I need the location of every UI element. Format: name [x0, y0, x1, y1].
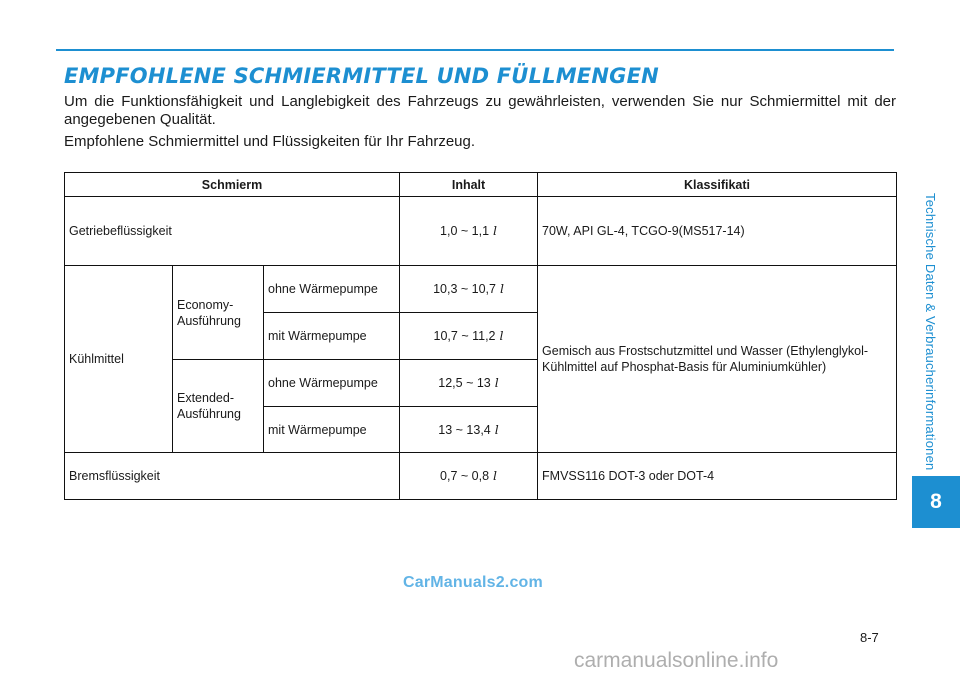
- liter-symbol: l: [493, 223, 498, 238]
- top-rule: [56, 49, 894, 51]
- extended-no-heat-pump-amount: 12,5 ~ 13 l: [400, 360, 538, 407]
- table-row-brake-fluid: [65, 453, 897, 500]
- brake-fluid-amount: 0,7 ~ 0,8 l: [400, 453, 538, 500]
- gear-oil-label: Getriebeflüssigkeit: [65, 197, 400, 266]
- liter-symbol: l: [493, 468, 498, 483]
- watermark-carmanualsonline: carmanualsonline.info: [574, 649, 779, 672]
- table-header-row: [65, 173, 897, 197]
- page-number: 8-7: [860, 630, 879, 645]
- coolant-classification: Gemisch aus Frostschutzmittel und Wasser (Ethylenglykol-Kühlmittel auf Phosphat-Basis für Aluminiumkühler): [538, 266, 897, 453]
- page-title: EMPFOHLENE SCHMIERMITTEL UND FÜLLMENGEN: [64, 64, 659, 88]
- watermark-carmanuals2: CarManuals2.com: [403, 574, 543, 591]
- table-row-gear-oil: [65, 197, 897, 266]
- intro-paragraph: Um die Funktionsfähigkeit und Langlebigkeit des Fahrzeugs zu gewährleisten, verwenden Sie nur Schmiermittel mit der angegebenen Qualität.: [64, 93, 896, 128]
- economy-heat-pump-amount: 10,7 ~ 11,2 l: [400, 313, 538, 360]
- liter-symbol: l: [499, 328, 504, 343]
- table-row-coolant-economy-no-heat-pump: [65, 266, 897, 313]
- brake-fluid-label: Bremsflüssigkeit: [65, 453, 400, 500]
- economy-heat-pump-label: mit Wärmepumpe: [264, 313, 400, 360]
- extended-no-heat-pump-label: ohne Wärmepumpe: [264, 360, 400, 407]
- economy-version-label: Economy-Ausführung: [173, 266, 264, 360]
- liter-symbol: l: [494, 375, 499, 390]
- gear-oil-classification: 70W, API GL-4, TCGO-9(MS517-14): [538, 197, 897, 266]
- extended-heat-pump-amount: 13 ~ 13,4 l: [400, 407, 538, 453]
- brake-fluid-classification: FMVSS116 DOT-3 oder DOT-4: [538, 453, 897, 500]
- economy-no-heat-pump-amount: 10,3 ~ 10,7 l: [400, 266, 538, 313]
- gear-oil-amount: 1,0 ~ 1,1 l: [400, 197, 538, 266]
- intro-paragraph-2: Empfohlene Schmiermittel und Flüssigkeiten für Ihr Fahrzeug.: [64, 133, 476, 150]
- column-header-amount: Inhalt: [400, 173, 538, 197]
- coolant-label: Kühlmittel: [65, 266, 173, 453]
- lubricants-table: [64, 172, 897, 500]
- liter-symbol: l: [499, 281, 504, 296]
- liter-symbol: l: [494, 421, 499, 437]
- column-header-classification: Klassifikati: [538, 173, 897, 197]
- extended-heat-pump-label: mit Wärmepumpe: [264, 407, 400, 453]
- chapter-tab: 8: [912, 476, 960, 528]
- column-header-lubricant: Schmierm: [65, 173, 400, 197]
- chapter-title: Technische Daten & Verbraucherinformationen: [923, 192, 938, 470]
- economy-no-heat-pump-label: ohne Wärmepumpe: [264, 266, 400, 313]
- extended-version-label: Extended-Ausführung: [173, 360, 264, 453]
